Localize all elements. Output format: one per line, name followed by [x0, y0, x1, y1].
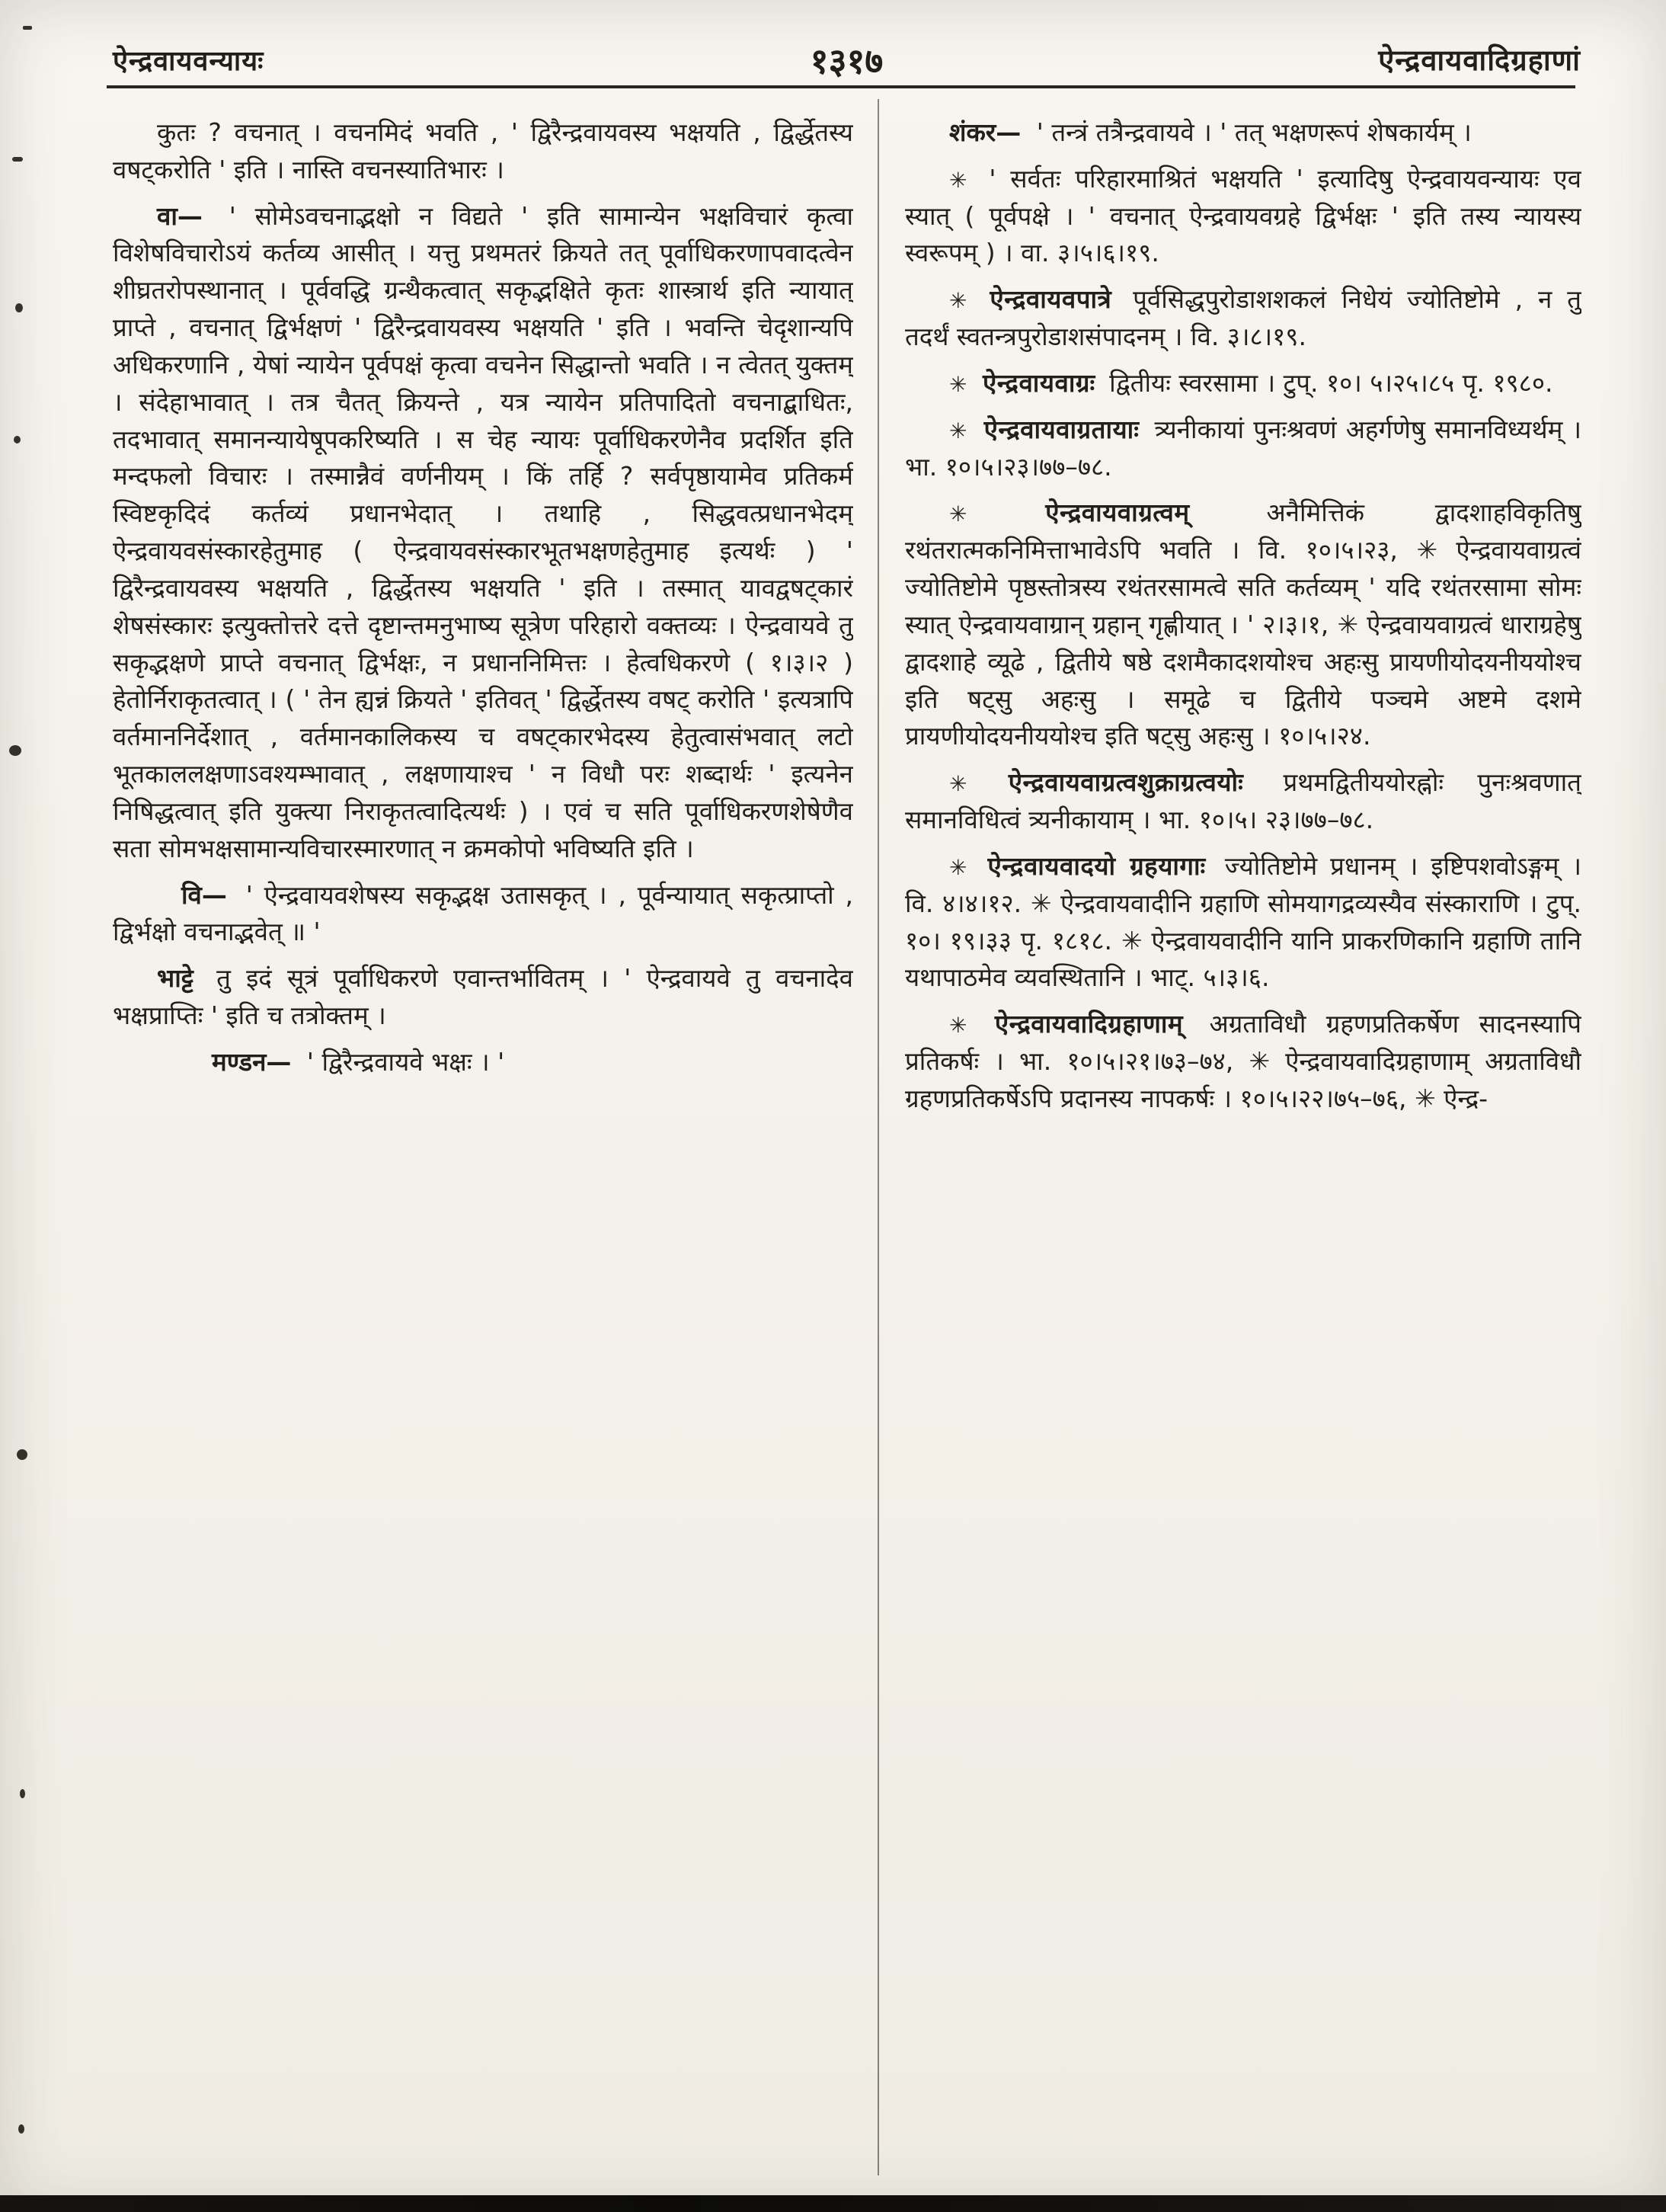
paragraph-text: प्रथमद्वितीययोरह्नोः पुनःश्रवणात् समानविधित्वं त्र्यनीकायाम् । भा. १०।५। २३।७७–७८.: [905, 767, 1581, 835]
column-divider: [878, 99, 879, 2175]
paragraph-text: तु इदं सूत्रं पूर्वाधिकरणे एवान्तर्भावितम् । ' ऐन्द्रवायवे तु वचनादेव भक्षप्राप्तिः ' इति च तत्रोक्तम् ।: [113, 963, 853, 1031]
entry-bullet-icon: ✳: [949, 167, 967, 193]
paragraph-text: ' द्विरैन्द्रवायवे भक्षः । ': [306, 1046, 505, 1077]
running-title-right: ऐन्द्रवायवादिग्रहाणां: [1378, 43, 1581, 77]
entry-bullet-icon: ✳: [949, 854, 967, 880]
paragraph-text: ' सर्वतः परिहारमाश्रितं भक्षयति ' इत्यादिषु ऐन्द्रवायवन्यायः एव स्यात् ( पूर्वपक्षे । ' वचनात् ऐन्द्रवायवग्रहे द्विर्भक्षः ' इति तस्य न्यायस्य स्वरूपम् ) । वा. ३।५।६।१९.: [905, 163, 1581, 268]
dictionary-entry: [905, 764, 1581, 839]
dictionary-entry: [905, 1006, 1581, 1117]
paragraph: [113, 960, 853, 1035]
dictionary-entry: [905, 411, 1581, 486]
entry-headword: ऐन्द्रवायवादिग्रहाणाम्: [994, 1009, 1184, 1039]
paragraph-text: त्र्यनीकायां पुनःश्रवणं अहर्गणेषु समानविध्यर्थम् । भा. १०।५।२३।७७–७८.: [905, 414, 1581, 482]
entry-bullet-icon: ✳: [949, 501, 967, 527]
scan-speck: [23, 26, 32, 30]
entry-bullet-icon: ✳: [949, 1013, 967, 1039]
entry-bullet-icon: ✳: [949, 288, 967, 314]
paragraph-lead: शंकर—: [949, 117, 1022, 147]
paragraph-lead: भाट्टे: [157, 963, 193, 994]
right-column: [905, 114, 1581, 2182]
entry-headword: ऐन्द्रवायवाग्रत्वम्: [1045, 498, 1190, 528]
paragraph-text: ' तन्त्रं तत्रैन्द्रवायवे । ' तत् भक्षणरूपं शेषकार्यम् ।: [1036, 117, 1472, 147]
dictionary-entry: [905, 161, 1581, 272]
paragraph: [113, 198, 853, 868]
verse-paragraph: [113, 877, 853, 952]
scan-speck: [17, 1449, 27, 1460]
paragraph-text: पूर्वसिद्धपुरोडाशशकलं निधेयं ज्योतिष्टोमे , न तु तदर्थं स्वतन्त्रपुरोडाशसंपादनम् । वि. ३।८।१९.: [905, 284, 1581, 352]
paragraph-text: अनैमित्तिकं द्वादशाहविकृतिषु रथंतरात्मकनिमित्ताभावेऽपि भवति । वि. १०।५।२३, ✳ ऐन्द्रवायवाग्रत्वं ज्योतिष्टोमे पृष्ठस्तोत्रस्य रथंतरसामत्वे सति कर्तव्यम् ' यदि रथंतरसामा सोमः स्यात् ऐन्द्रवायवाग्रान् ग्रहान् गृह्णीयात् । ' २।३।१, ✳ ऐन्द्रवायवाग्रत्वं धाराग्रहेषु द्वादशाहे व्यूढे , द्वितीये षष्ठे दशमैकादशयोश्च अहःसु प्रायणीयोदयनीययोश्च इति षट्सु अहःसु । समूढे च द्वितीये पञ्चमे अष्टमे दशमे प्रायणीयोदयनीययोश्च इति षट्सु अहःसु । १०।५।२४.: [905, 498, 1581, 751]
paragraph: [905, 114, 1581, 152]
page-header: [113, 37, 1581, 82]
paragraph-lead: वा—: [157, 200, 203, 231]
paragraph-text: अग्रताविधौ ग्रहणप्रतिकर्षेण सादनस्यापि प्रतिकर्षः । भा. १०।५।२१।७३–७४, ✳ ऐन्द्रवायवादिग्रहाणाम् अग्रताविधौ ग्रहणप्रतिकर्षेऽपि प्रदानस्य नापकर्षः । १०।५।२२।७५–७६, ✳ ऐन्द्र-: [905, 1009, 1581, 1113]
paragraph: [113, 1044, 853, 1081]
scan-speck: [9, 745, 21, 756]
entry-bullet-icon: ✳: [949, 418, 967, 443]
entry-bullet-icon: ✳: [949, 771, 967, 797]
scan-edge-bottom: [0, 2195, 1666, 2212]
dictionary-entry: [905, 848, 1581, 997]
entry-headword: ऐन्द्रवायवाग्रः: [982, 367, 1095, 398]
scan-speck: [14, 436, 21, 443]
entry-headword: ऐन्द्रवायवादयो ग्रहयागाः: [987, 850, 1206, 881]
paragraph-lead: मण्डन—: [212, 1046, 292, 1077]
dictionary-entry: [905, 365, 1581, 402]
scan-speck: [18, 2124, 24, 2134]
dictionary-entry: [905, 495, 1581, 755]
scan-speck: [20, 1789, 25, 1798]
entry-headword: ऐन्द्रवायवाग्रतायाः: [983, 414, 1140, 444]
entry-bullet-icon: ✳: [949, 371, 967, 397]
paragraph: [113, 114, 853, 189]
entry-headword: ऐन्द्रवायवपात्रे: [990, 284, 1112, 315]
scan-speck: [15, 303, 23, 312]
paragraph-text: कुतः ? वचनात् । वचनमिदं भवति , ' द्विरैन्द्रवायवस्य भक्षयति , द्विर्द्धेतस्य वषट्करोति ' इति । नास्ति वचनस्यातिभारः ।: [113, 117, 853, 184]
header-rule: [107, 85, 1575, 88]
paragraph-text: ज्योतिष्टोमे प्रधानम् । इष्टिपशवोऽङ्गम् । वि. ४।४।१२. ✳ ऐन्द्रवायवादीनि ग्रहाणि सोमयागद्रव्यस्यैव संस्काराणि । टुप्. १०। १९।३३ पृ. १८१८. ✳ ऐन्द्रवायवादीनि यानि प्राकरणिकानि ग्रहाणि तानि यथापाठमेव व्यवस्थितानि । भाट्. ५।३।६.: [905, 850, 1581, 993]
paragraph-lead: वि—: [181, 879, 227, 910]
running-title-left: ऐन्द्रवायवन्यायः: [113, 46, 264, 77]
paragraph-text: द्वितीयः स्वरसामा । टुप्. १०। ५।२५।८५ पृ. १९८०.: [1109, 367, 1553, 398]
page-number: १३१७: [810, 40, 884, 82]
paragraph-text: ' सोमेऽवचनाद्भक्षो न विद्यते ' इति सामान्येन भक्षविचारं कृत्वा विशेषविचारोऽयं कर्तव्य आसीत् । यत्तु प्रथमतरं क्रियते तत् पूर्वाधिकरणापवादत्वेन शीघ्रतरोपस्थानात् । पूर्ववद्धि ग्रन्थैकत्वात् सकृद्भक्षिते कृतः शास्त्रार्थ इति न्यायात् प्राप्ते , वचनात् द्विर्भक्षणं ' द्विरैन्द्रवायवस्य भक्षयति ' इति । भवन्ति चेदृशान्यपि अधिकरणानि , येषां न्यायेन पूर्वपक्षं कृत्वा वचनेन सिद्धान्तो भवति । न त्वेतत् युक्तम् । संदेहाभावात् । तत्र चैतत् क्रियन्ते , यत्र न्यायेन प्रतिपादितो वचनाद्बाधितः, तदभावात् समानन्यायेषूपकरिष्यति । स चेह न्यायः पूर्वाधिकरणेनैव प्रदर्शित इति मन्दफलो विचारः । तस्मान्नैवं वर्णनीयम् । किं तर्हि ? सर्वपृष्ठायामेव प्रतिकर्म स्विष्टकृदिदं कर्तव्यं प्रधानभेदात् । तथाहि , सिद्धवत्प्रधानभेदम् ऐन्द्रवायवसंस्कारहेतुमाह ( ऐन्द्रवायवसंस्कारभूतभक्षणहेतुमाह इत्यर्थः ) ' द्विरैन्द्रवायवस्य भक्षयति , द्विर्द्धेतस्य भक्षयति ' इति । तस्मात् यावद्वषट्कारं शेषसंस्कारः इत्युक्तोत्तरे दत्ते दृष्टान्तमनुभाष्य सूत्रेण परिहारो वक्तव्यः । ऐन्द्रवायवे तु सकृद्भक्षणे प्राप्ते वचनात् द्विर्भक्षः, न प्रधाननिमित्तः । हेत्वधिकरणे ( १।३।२ ) हेतोर्निराकृतत्वात् । ( ' तेन ह्यन्नं क्रियते ' इतिवत् ' द्विर्द्धेतस्य वषट् करोति ' इत्यत्रापि वर्तमाननिर्देशात् , वर्तमानकालिकस्य च वषट्कारभेदस्य हेतुत्वासंभवात् लटो भूतकाललक्षणाऽवश्यम्भावात् , लक्षणायाश्च ' न विधौ परः शब्दार्थः ' इत्यनेन निषिद्धत्वात् इति युक्त्या निराकृतत्वादित्यर्थः ) । एवं च सति पूर्वाधिकरणशेषेणैव सता सोमभक्षसामान्यविचारस्मारणात् न क्रमकोपो भविष्यति इति ।: [113, 200, 853, 863]
entry-headword: ऐन्द्रवायवाग्रत्वशुक्राग्रत्वयोः: [1008, 767, 1244, 798]
paragraph-text: ' ऐन्द्रवायवशेषस्य सकृद्भक्ष उतासकृत् । , पूर्वन्यायात् सकृत्प्राप्तो , द्विर्भक्षो वचनाद्भवेत् ॥ ': [113, 879, 853, 947]
dictionary-entry: [905, 281, 1581, 356]
scan-speck: [12, 157, 23, 162]
left-column: [113, 114, 853, 2182]
